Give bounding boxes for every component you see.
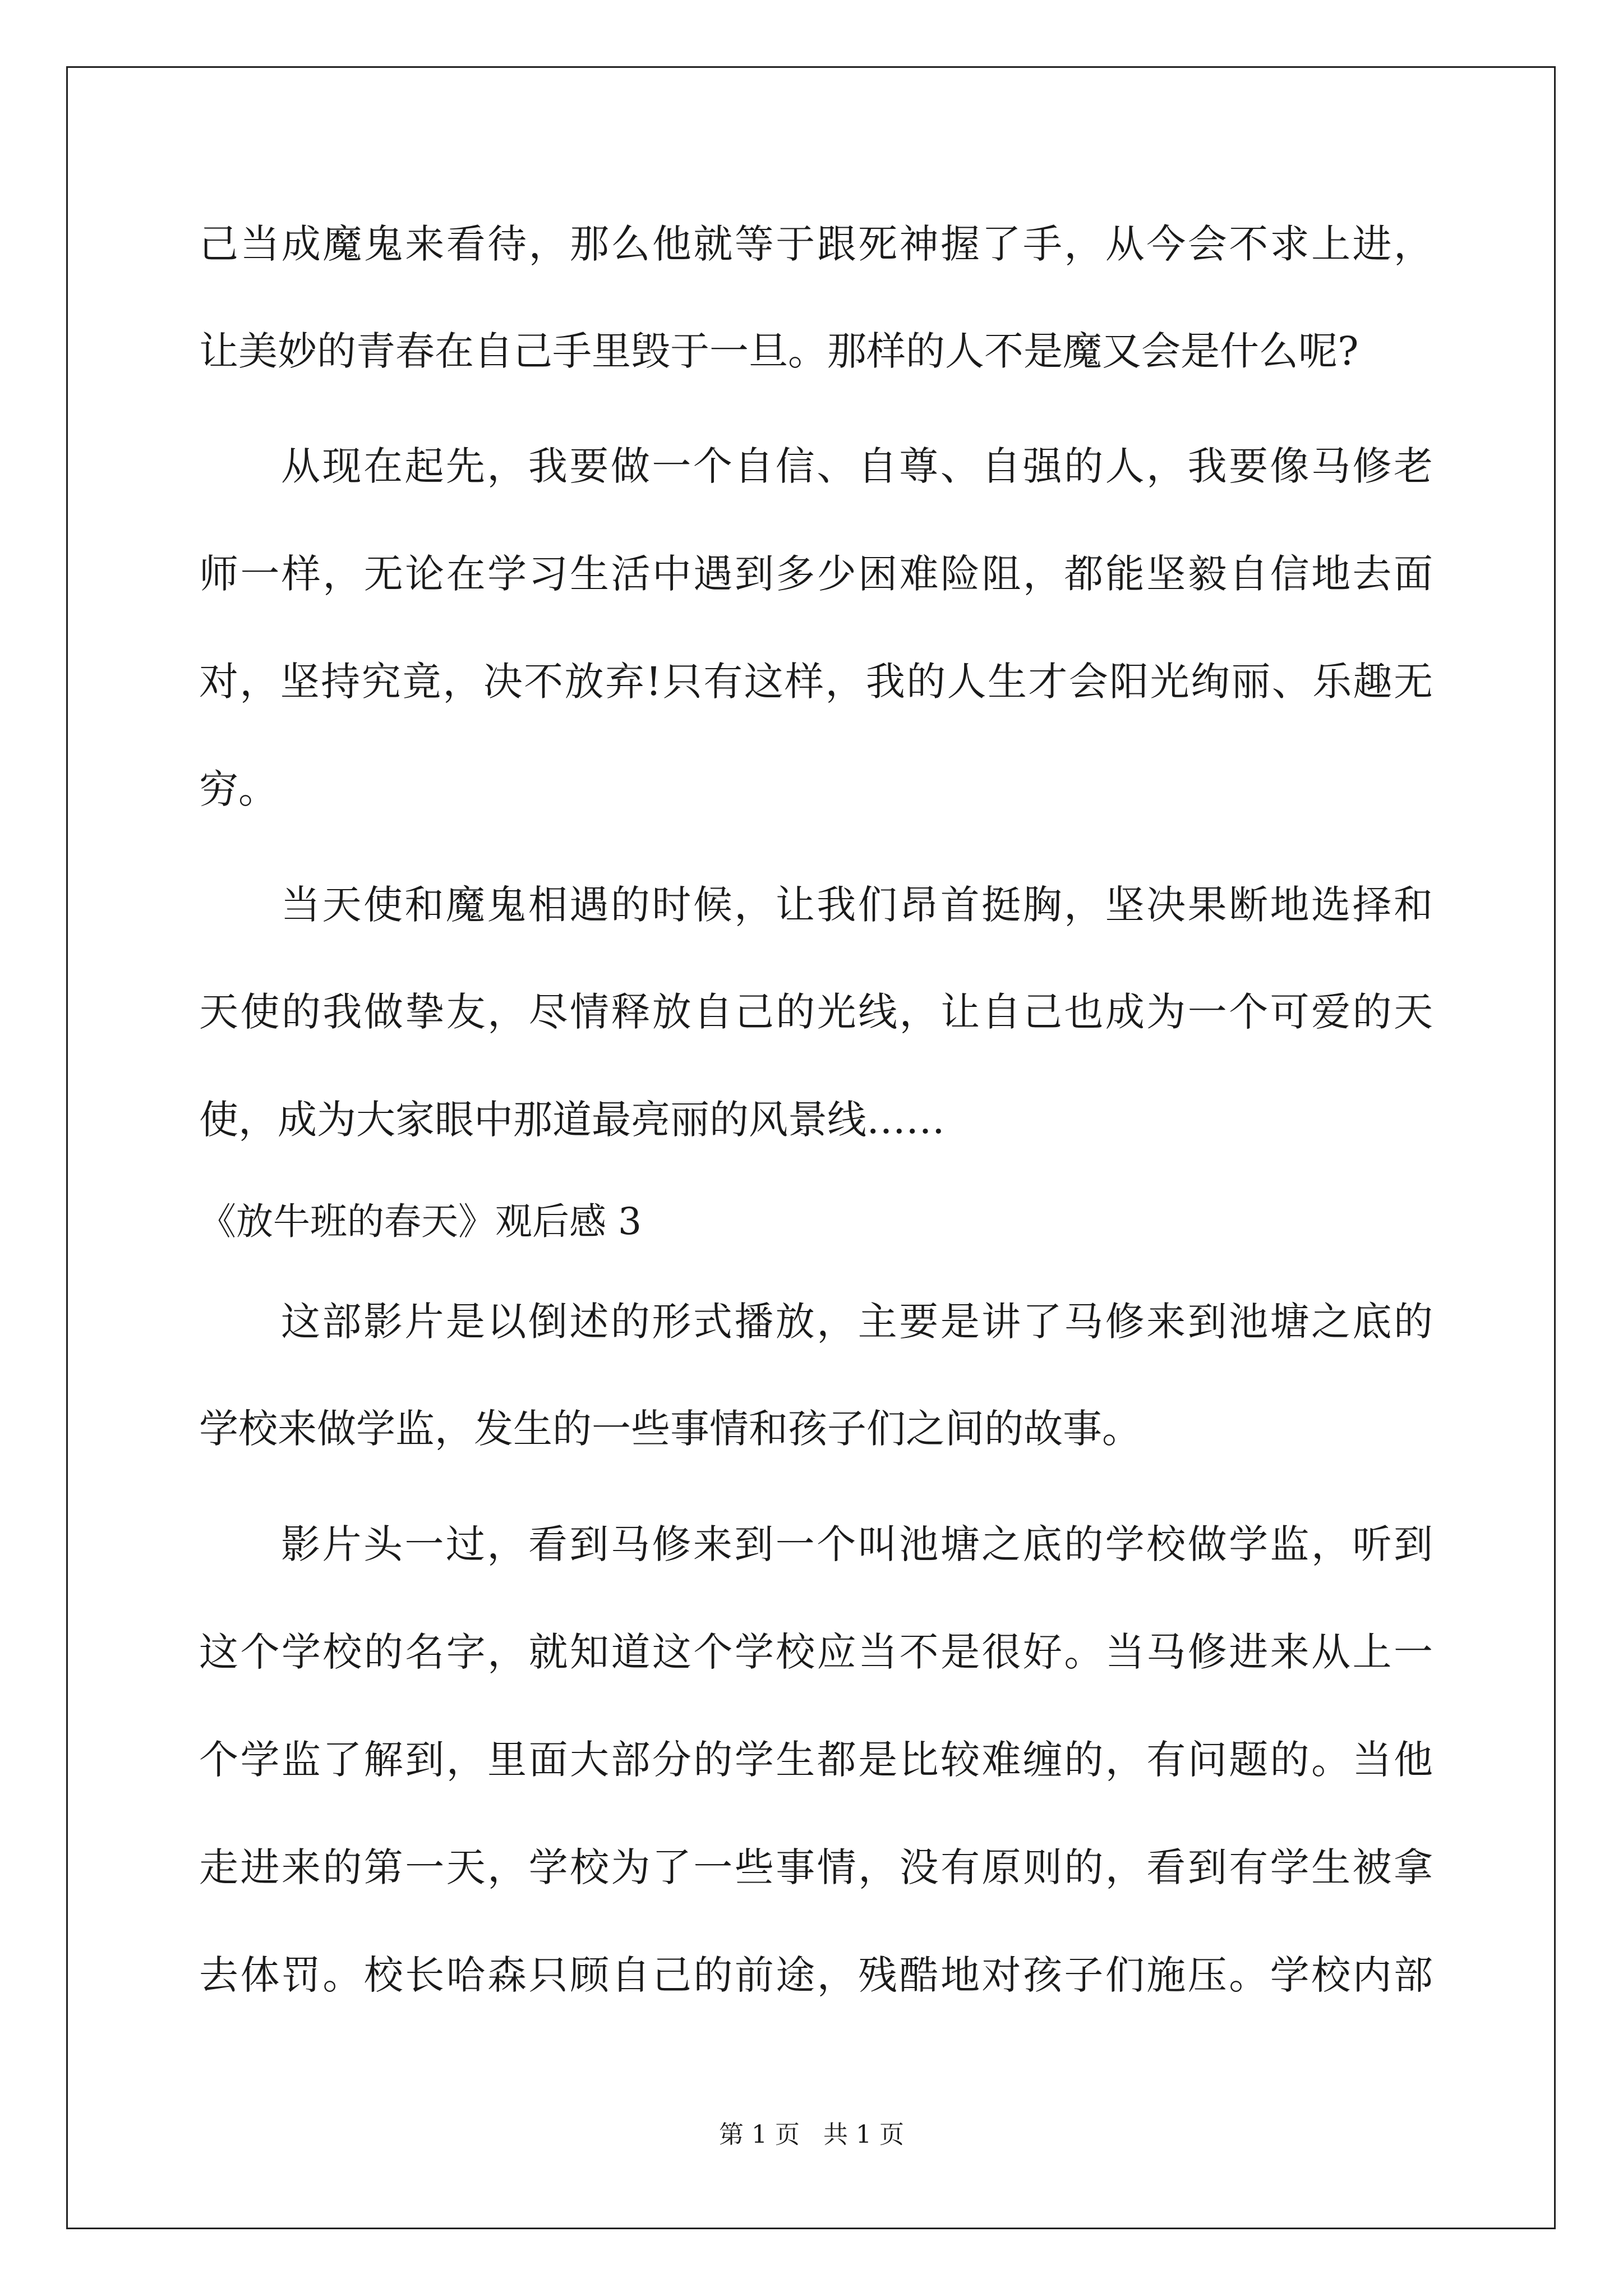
paragraph-1-line-2: 让美妙的青春在自己手里毁于一旦。那样的人不是魔又会是什么呢? [199, 328, 1359, 374]
page-number: 第 1 页 [719, 2120, 800, 2149]
paragraph-5-line-5: 去体罚。校长哈森只顾自己的前途，残酷地对孩子们施压。学校内部 [199, 1952, 1433, 1998]
paragraph-2-line-1: 从现在起先，我要做一个自信、自尊、自强的人，我要像马修老 [281, 443, 1433, 489]
page-footer [0, 2118, 1623, 2152]
paragraph-4-line-1: 这部影片是以倒述的形式播放，主要是讲了马修来到池塘之底的 [281, 1299, 1433, 1345]
paragraph-1-line-1: 己当成魔鬼来看待，那么他就等于跟死神握了手，从今会不求上进， [199, 221, 1433, 267]
paragraph-3-line-3: 使，成为大家眼中那道最亮丽的风景线…… [199, 1097, 945, 1143]
paragraph-5-line-4: 走进来的第一天，学校为了一些事情，没有原则的，看到有学生被拿 [199, 1844, 1433, 1890]
total-pages: 共 1 页 [823, 2120, 904, 2149]
paragraph-5-line-1: 影片头一过，看到马修来到一个叫池塘之底的学校做学监，听到 [281, 1521, 1433, 1567]
paragraph-5-line-2: 这个学校的名字，就知道这个学校应当不是很好。当马修进来从上一 [199, 1629, 1433, 1675]
paragraph-5-line-3: 个学监了解到，里面大部分的学生都是比较难缠的，有问题的。当他 [199, 1737, 1433, 1783]
paragraph-2-line-2: 师一样，无论在学习生活中遇到多少困难险阻，都能坚毅自信地去面 [199, 551, 1433, 597]
paragraph-3-line-1: 当天使和魔鬼相遇的时候，让我们昂首挺胸，坚决果断地选择和 [281, 882, 1433, 928]
section-heading: 《放牛班的春天》观后感 3 [199, 1200, 642, 1243]
paragraph-2-line-3: 对，坚持究竟，决不放弃!只有这样，我的人生才会阳光绚丽、乐趣无 [199, 659, 1433, 705]
paragraph-3-line-2: 天使的我做挚友，尽情释放自己的光线，让自己也成为一个可爱的天 [199, 989, 1433, 1035]
paragraph-2-line-4: 穷。 [199, 766, 278, 812]
paragraph-4-line-2: 学校来做学监，发生的一些事情和孩子们之间的故事。 [199, 1406, 1141, 1452]
